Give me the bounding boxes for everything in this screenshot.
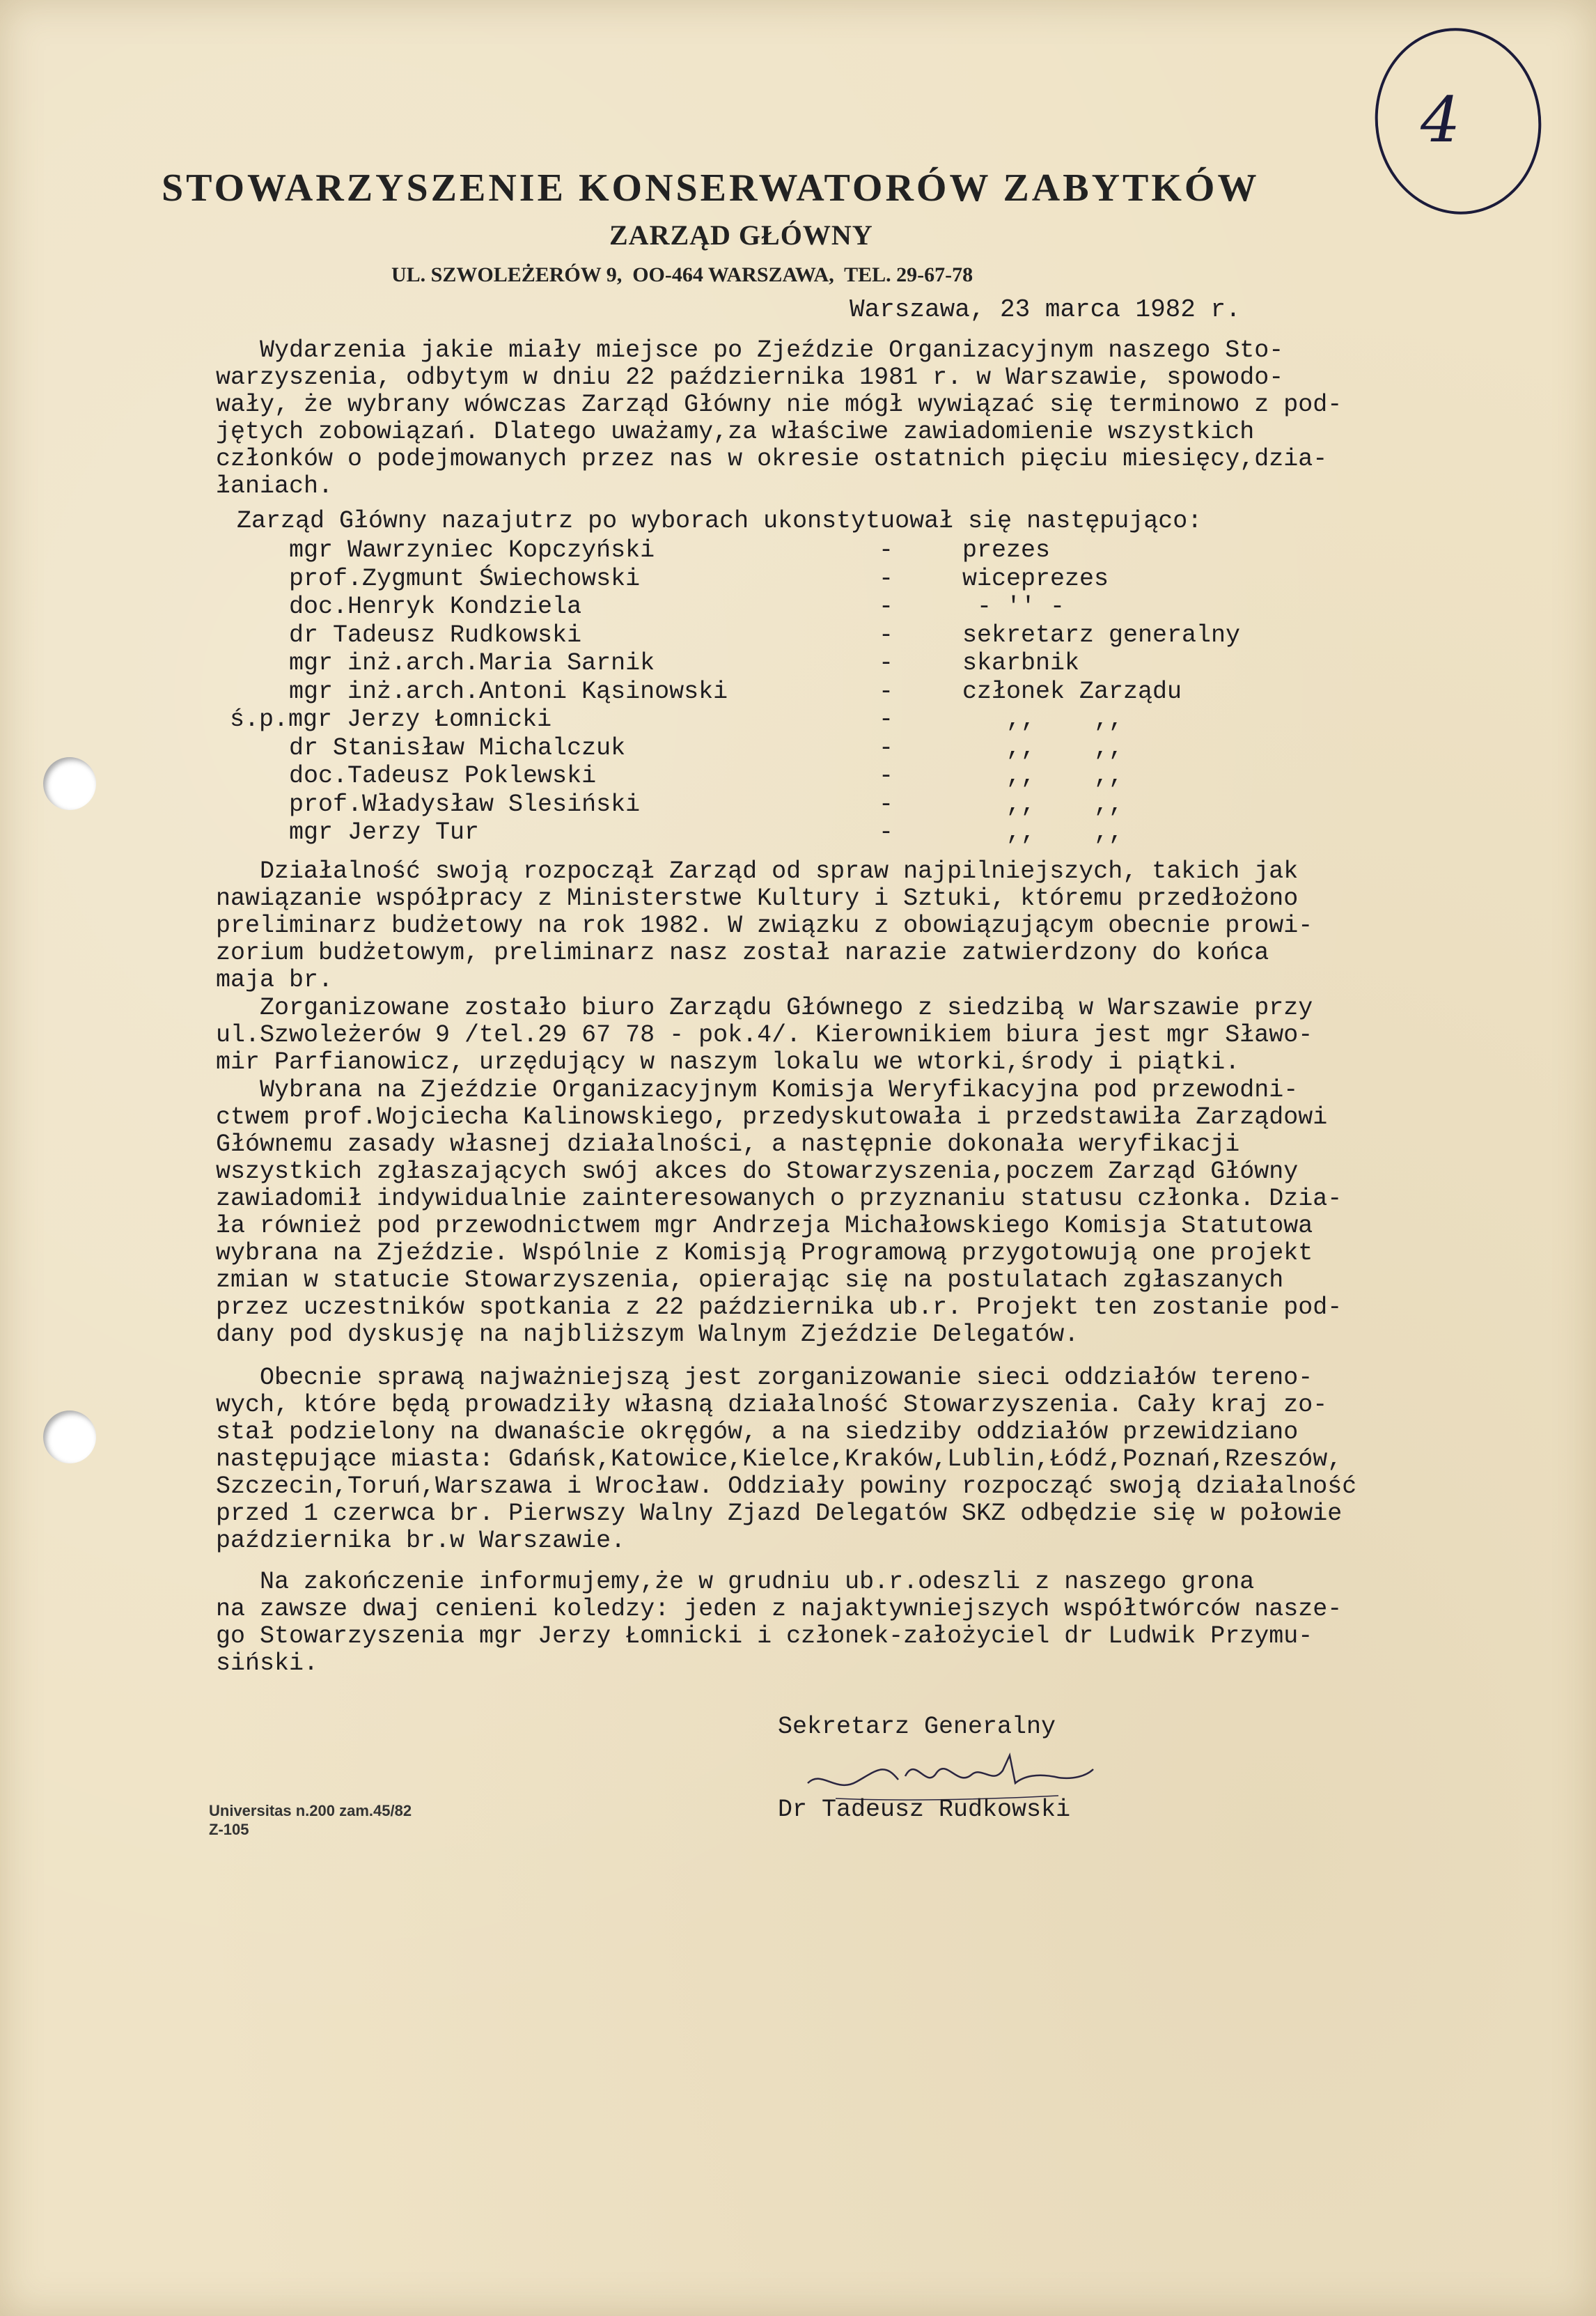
board-member-row	[0, 818, 1596, 846]
board-member-role: ,, ,,	[962, 733, 1124, 762]
board-member-name: dr Tadeusz Rudkowski	[289, 621, 582, 649]
board-member-role: skarbnik	[962, 649, 1080, 677]
board-member-row	[0, 565, 1596, 593]
print-reference-note: Universitas n.200 zam.45/82 Z-105	[209, 1802, 412, 1838]
board-member-name: doc.Tadeusz Poklewski	[289, 762, 597, 790]
paragraph-condolences: Na zakończenie informujemy,że w grudniu ub.r.odeszli z naszego grona na zawsze dwaj cenieni koledzy: jeden z najaktywniejszych współtwórców nasze- go Stowarzyszenia mgr Jerzy Łomnicki i członek-założyciel dr Ludwik Przymu- siński.	[216, 1568, 1343, 1677]
punch-hole	[43, 1410, 96, 1463]
board-member-dash: -	[879, 564, 894, 593]
board-member-role: prezes	[962, 536, 1051, 564]
board-member-row	[0, 678, 1596, 706]
board-member-row	[0, 762, 1596, 790]
signer-title: Sekretarz Generalny	[778, 1713, 1056, 1741]
board-member-dash: -	[879, 762, 894, 790]
board-member-dash: -	[879, 790, 894, 818]
board-member-dash: -	[879, 593, 894, 621]
board-member-row	[0, 536, 1596, 564]
board-member-name: doc.Henryk Kondziela	[289, 593, 582, 621]
board-member-name: mgr Jerzy Tur	[289, 818, 480, 846]
board-member-row	[0, 706, 1596, 733]
board-member-role: ,, ,,	[962, 706, 1124, 733]
paragraph-budget: Działalność swoją rozpoczął Zarząd od spraw najpilniejszych, takich jak nawiązanie współpracy z Ministerstwe Kultury i Sztuki, któremu przedłożono preliminarz budżetowy na rok 1982. W związku z obowiązującym obecnie prowi- zorium budżetowym, preliminarz nasz został narazie zatwierdzony do końca maja br.	[216, 857, 1313, 994]
board-member-dash: -	[879, 621, 894, 649]
paragraph-commissions: Wybrana na Zjeździe Organizacyjnym Komisja Weryfikacyjna pod przewodni- ctwem prof.Wojciecha Kalinowskiego, przedyskutowała i przedstawiła Zarządowi Głównemu zasady własnej działalności, a następnie dokonała weryfikacji wszystkich zgłaszających swój akces do Stowarzyszenia,poczem Zarząd Główny zawiadomił indywidualnie zainteresowanych o przyznaniu statusu członka. Dzia- ła również pod przewodnictwem mgr Andrzeja Michałowskiego Komisja Statutowa wybrana na Zjeździe. Wspólnie z Komisją Programową przygotowują one projekt zmian w statucie Stowarzyszenia, opierając się na postulatach zgłaszanych przez uczestników spotkania z 22 października ub.r. Projekt ten zostanie pod- dany pod dyskusję na najbliższym Walnym Zjeździe Delegatów.	[216, 1076, 1343, 1349]
board-member-name: dr Stanisław Michalczuk	[289, 733, 626, 762]
board-member-dash: -	[879, 677, 894, 706]
letterhead-address: UL. SZWOLEŻERÓW 9, OO-464 WARSZAWA, TEL. 29-67-78	[391, 263, 973, 286]
board-member-role: ,, ,,	[962, 790, 1124, 818]
board-member-name: ś.p.mgr Jerzy Łomnicki	[230, 706, 552, 733]
board-list-intro: Zarząd Główny nazajutrz po wyborach ukonstytuował się następująco:	[237, 507, 1203, 535]
paragraph-intro: Wydarzenia jakie miały miejsce po Zjeździe Organizacyjnym naszego Sto- warzyszenia, odbytym w dniu 22 października 1981 r. w Warszawie, spowodo- wały, że wybrany wówczas Zarząd Główny nie mógł wywiązać się terminowo z pod- jętych zobowiązań. Dlatego uważamy,za właściwe zawiadomienie wszystkich członków o podejmowanych przez nas w okresie ostatnich pięciu miesięcy,dzia- łaniach.	[216, 336, 1343, 500]
board-member-row	[0, 593, 1596, 621]
board-member-row	[0, 791, 1596, 818]
board-member-role: wiceprezes	[962, 564, 1109, 593]
paragraph-branches: Obecnie sprawą najważniejszą jest zorganizowanie sieci oddziałów tereno- wych, które będą prowadziły własną działalność Stowarzyszenia. Cały kraj zo- stał podzielony na dwanaście okręgów, a na siedziby oddziałów przewidziano następujące miasta: Gdańsk,Katowice,Kielce,Kraków,Lublin,Łódź,Poznań,Rzeszów, Szczecin,Toruń,Warszawa i Wrocław. Oddziały powiny rozpocząć swoją działalność przed 1 czerwca br. Pierwszy Walny Zjazd Delegatów SKZ odbędzie się w połowie października br.w Warszawie.	[216, 1364, 1357, 1555]
board-member-dash: -	[879, 733, 894, 762]
signer-name: Dr Tadeusz Rudkowski	[778, 1796, 1071, 1824]
handwritten-page-number: 4	[1421, 84, 1461, 157]
board-member-dash: -	[879, 706, 894, 733]
board-member-role: członek Zarządu	[962, 677, 1182, 706]
board-member-dash: -	[879, 536, 894, 564]
board-member-name: prof.Władysław Slesiński	[289, 790, 641, 818]
handwritten-signature	[794, 1741, 1100, 1804]
board-member-role: - '' -	[962, 593, 1065, 621]
board-member-row	[0, 621, 1596, 649]
letterhead-board-name: ZARZĄD GŁÓWNY	[609, 219, 873, 251]
board-member-role: sekretarz generalny	[962, 621, 1241, 649]
board-member-dash: -	[879, 818, 894, 846]
board-member-row	[0, 734, 1596, 762]
board-member-name: mgr Wawrzyniec Kopczyński	[289, 536, 655, 564]
board-member-name: prof.Zygmunt Świechowski	[289, 564, 641, 593]
paragraph-office: Zorganizowane zostało biuro Zarządu Głównego z siedzibą w Warszawie przy ul.Szwoleżerów 9 /tel.29 67 78 - pok.4/. Kierownikiem biura jest mgr Sławo- mir Parfianowicz, urzędujący w naszym lokalu we wtorki,środy i piątki.	[216, 994, 1313, 1076]
board-member-dash: -	[879, 649, 894, 677]
board-member-role: ,, ,,	[962, 762, 1124, 790]
board-member-name: mgr inż.arch.Antoni Kąsinowski	[289, 677, 728, 706]
board-member-role: ,, ,,	[962, 818, 1124, 846]
letterhead-org-name: STOWARZYSZENIE KONSERWATORÓW ZABYTKÓW	[162, 166, 1260, 210]
board-member-name: mgr inż.arch.Maria Sarnik	[289, 649, 655, 677]
letter-date: Warszawa, 23 marca 1982 r.	[850, 295, 1241, 324]
board-member-row	[0, 649, 1596, 677]
